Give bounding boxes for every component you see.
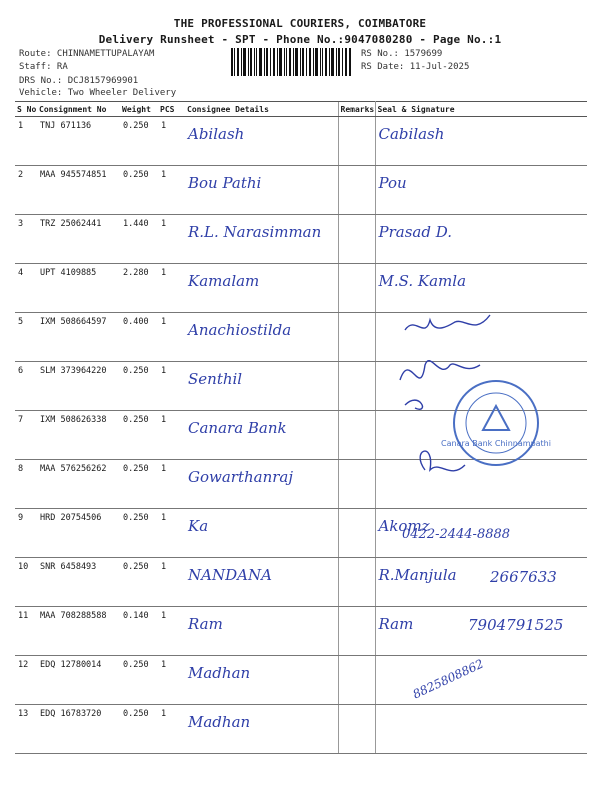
signature-handwriting: Cabilash — [378, 125, 445, 143]
cell-pcs: 1 — [158, 411, 185, 460]
consignee-handwriting: Ka — [188, 517, 209, 535]
cell-weight: 0.250 — [120, 362, 158, 411]
cell-remarks — [338, 313, 375, 362]
cell-consignee — [185, 166, 338, 215]
signature-handwriting: Prasad D. — [378, 223, 452, 241]
cell-consignee — [185, 362, 338, 411]
cell-weight: 0.250 — [120, 656, 158, 705]
cell-weight: 0.250 — [120, 460, 158, 509]
cell-pcs: 1 — [158, 117, 185, 166]
consignee-handwriting: Anachiostilda — [188, 321, 292, 339]
cell-sno: 13 — [15, 705, 37, 754]
table-row — [15, 117, 587, 166]
cell-pcs: 1 — [158, 705, 185, 754]
header-sno: S No — [15, 102, 37, 117]
consignee-handwriting: Abilash — [188, 125, 245, 143]
cell-consignment-no: HRD 20754506 — [37, 509, 120, 558]
cell-consignee — [185, 558, 338, 607]
header-seal-signature: Seal & Signature — [375, 102, 587, 117]
cell-consignment-no: TNJ 671136 — [37, 117, 120, 166]
cell-pcs: 1 — [158, 509, 185, 558]
cell-weight: 0.250 — [120, 509, 158, 558]
cell-pcs: 1 — [158, 656, 185, 705]
company-title: THE PROFESSIONAL COURIERS, COIMBATORE — [173, 17, 427, 30]
cell-remarks — [338, 264, 375, 313]
cell-consignment-no: UPT 4109885 — [37, 264, 120, 313]
handwritten-signature-scribbles — [395, 310, 505, 500]
signature-handwriting: Pou — [378, 174, 407, 192]
cell-remarks — [338, 460, 375, 509]
consignee-handwriting: Senthil — [188, 370, 243, 388]
cell-remarks — [338, 558, 375, 607]
cell-consignee — [185, 460, 338, 509]
cell-consignment-no: IXM 508626338 — [37, 411, 120, 460]
cell-sno: 7 — [15, 411, 37, 460]
phone-scrawl-3: 7904791525 — [468, 616, 564, 634]
cell-signature — [375, 705, 587, 754]
seal-text: Canara Bank Chinnampathi — [441, 439, 551, 448]
cell-pcs: 1 — [158, 607, 185, 656]
cell-sno: 4 — [15, 264, 37, 313]
header-pcs: PCS — [158, 102, 185, 117]
cell-weight: 0.250 — [120, 558, 158, 607]
table-row — [15, 264, 587, 313]
cell-pcs: 1 — [158, 362, 185, 411]
cell-signature — [375, 166, 587, 215]
cell-remarks — [338, 215, 375, 264]
table-row — [15, 215, 587, 264]
cell-sno: 10 — [15, 558, 37, 607]
cell-pcs: 1 — [158, 313, 185, 362]
table-row — [15, 656, 587, 705]
signature-handwriting: Ram — [378, 615, 414, 633]
cell-signature — [375, 215, 587, 264]
cell-consignment-no: TRZ 25062441 — [37, 215, 120, 264]
cell-weight: 0.250 — [120, 166, 158, 215]
cell-consignee — [185, 264, 338, 313]
cell-consignment-no: EDQ 16783720 — [37, 705, 120, 754]
consignee-handwriting: Canara Bank — [188, 419, 287, 437]
cell-sno: 1 — [15, 117, 37, 166]
cell-consignee — [185, 509, 338, 558]
cell-sno: 12 — [15, 656, 37, 705]
cell-consignee — [185, 705, 338, 754]
signature-handwriting: R.Manjula — [378, 566, 457, 584]
cell-sno: 3 — [15, 215, 37, 264]
consignee-handwriting: R.L. Narasimman — [188, 223, 322, 241]
cell-weight: 0.250 — [120, 705, 158, 754]
route-label: Route: CHINNAMETTUPALAYAM — [19, 49, 155, 59]
signature-handwriting: Akomz — [378, 517, 430, 535]
cell-consignee — [185, 215, 338, 264]
cell-remarks — [338, 411, 375, 460]
runsheet-subtitle: Delivery Runsheet - SPT - Phone No.:9047080280 - Page No.:1 — [98, 33, 502, 46]
cell-consignment-no: IXM 508664597 — [37, 313, 120, 362]
header-remarks: Remarks — [338, 102, 375, 117]
cell-sno: 9 — [15, 509, 37, 558]
cell-weight: 0.250 — [120, 411, 158, 460]
cell-pcs: 1 — [158, 215, 185, 264]
consignee-handwriting: Bou Pathi — [188, 174, 262, 192]
phone-scrawl-2: 2667633 — [490, 568, 557, 586]
table-header-row — [15, 102, 587, 117]
cell-signature — [375, 117, 587, 166]
barcode-image — [231, 48, 351, 76]
cell-remarks — [338, 705, 375, 754]
cell-weight: 0.400 — [120, 313, 158, 362]
cell-consignee — [185, 656, 338, 705]
cell-consignee — [185, 117, 338, 166]
cell-consignment-no: MAA 576256262 — [37, 460, 120, 509]
cell-weight: 0.140 — [120, 607, 158, 656]
cell-remarks — [338, 166, 375, 215]
phone-scrawl-1: 0422-2444-8888 — [402, 527, 511, 542]
table-row — [15, 166, 587, 215]
rs-number: RS No.: 1579699 — [361, 49, 443, 59]
consignee-handwriting: Gowarthanraj — [188, 468, 294, 486]
cell-remarks — [338, 117, 375, 166]
vehicle-label: Vehicle: Two Wheeler Delivery — [19, 88, 177, 98]
header-consignee: Consignee Details — [185, 102, 338, 117]
consignee-handwriting: Ram — [188, 615, 223, 633]
cell-remarks — [338, 362, 375, 411]
consignee-handwriting: Kamalam — [188, 272, 260, 290]
table-row — [15, 705, 587, 754]
consignee-handwriting: Madhan — [188, 664, 251, 682]
header-consignment: Consignment No — [37, 102, 120, 117]
cell-sno: 8 — [15, 460, 37, 509]
cell-sno: 2 — [15, 166, 37, 215]
cell-sno: 6 — [15, 362, 37, 411]
cell-sno: 11 — [15, 607, 37, 656]
cell-pcs: 1 — [158, 264, 185, 313]
cell-consignment-no: SLM 373964220 — [37, 362, 120, 411]
cell-weight: 1.440 — [120, 215, 158, 264]
cell-sno: 5 — [15, 313, 37, 362]
cell-pcs: 1 — [158, 460, 185, 509]
signature-handwriting: M.S. Kamla — [378, 272, 467, 290]
cell-pcs: 1 — [158, 558, 185, 607]
cell-consignment-no: SNR 6458493 — [37, 558, 120, 607]
drs-label: DRS No.: DCJ8157969901 — [19, 76, 139, 86]
header-weight: Weight — [120, 102, 158, 117]
cell-consignee — [185, 313, 338, 362]
cell-consignment-no: MAA 945574851 — [37, 166, 120, 215]
cell-weight: 0.250 — [120, 117, 158, 166]
cell-remarks — [338, 509, 375, 558]
consignee-handwriting: NANDANA — [188, 566, 272, 584]
cell-consignee — [185, 607, 338, 656]
cell-consignee — [185, 411, 338, 460]
cell-remarks — [338, 656, 375, 705]
cell-signature — [375, 264, 587, 313]
staff-label: Staff: RA — [19, 62, 68, 72]
consignee-handwriting: Madhan — [188, 713, 251, 731]
rs-date: RS Date: 11-Jul-2025 — [361, 62, 470, 72]
cell-weight: 2.280 — [120, 264, 158, 313]
cell-pcs: 1 — [158, 166, 185, 215]
phone-scrawl-4: 8825808862 — [410, 656, 486, 702]
cell-consignment-no: EDQ 12780014 — [37, 656, 120, 705]
cell-consignment-no: MAA 708288588 — [37, 607, 120, 656]
cell-remarks — [338, 607, 375, 656]
